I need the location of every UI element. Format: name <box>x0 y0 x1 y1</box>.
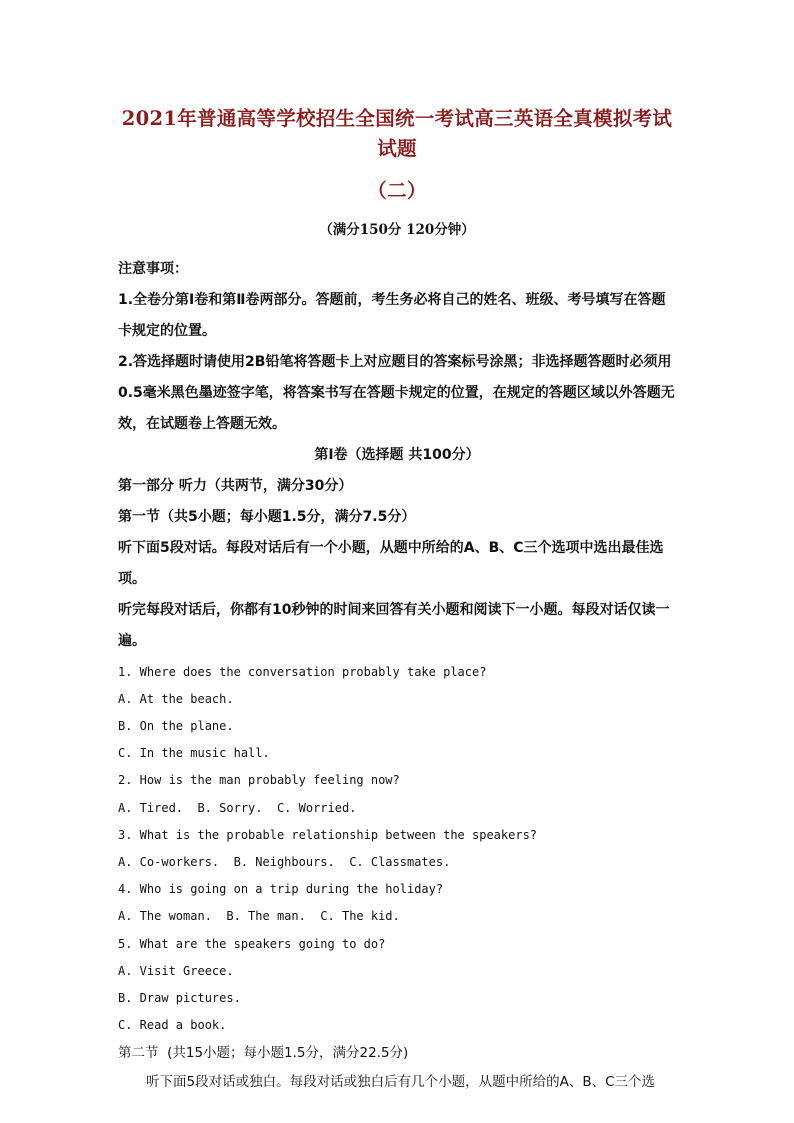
question-5-option-b: B. Draw pictures. <box>118 990 241 1005</box>
question-3-options: A. Co-workers. B. Neighbours. C. Classmates. <box>118 854 451 869</box>
section-2-instruction: 听下面5段对话或独白。每段对话或独白后有几个小题，从题中所给的A、B、C三个选 <box>146 1074 656 1091</box>
notes-heading: 注意事项： <box>118 260 188 277</box>
question-5-option-a: A. Visit Greece. <box>118 963 234 978</box>
question-1-option-b: B. On the plane. <box>118 718 234 733</box>
question-5: 5. What are the speakers going to do? <box>118 936 386 951</box>
question-1-option-c: C. In the music hall. <box>118 746 270 761</box>
question-4: 4. Who is going on a trip during the holiday? <box>118 882 444 897</box>
section-1-instruction-line-3: 遍。 <box>118 632 146 649</box>
note-1-line-1: 1.全卷分第Ⅰ卷和第Ⅱ卷两部分。答题前，考生务必将自己的姓名、班级、考号填写在答题 <box>118 291 666 308</box>
listening-part-title: 第一部分 听力（共两节，满分30分） <box>118 477 353 494</box>
section-2-title: 第二节 (共15小题；每小题1.5分，满分22.5分) <box>118 1045 409 1062</box>
section-1-instruction-line-2: 听完每段对话后，你都有10秒钟的时间来回答有关小题和阅读下一小题。每段对话仅读一 <box>118 601 670 618</box>
note-2-line-3: 效，在试题卷上答题无效。 <box>118 415 286 432</box>
note-2-line-1: 2.答选择题时请使用2B铅笔将答题卡上对应题目的答案标号涂黑；非选择题答题时必须用 <box>118 353 672 370</box>
question-4-options: A. The woman. B. The man. C. The kid. <box>118 909 400 924</box>
question-3: 3. What is the probable relationship between the speakers? <box>118 827 538 842</box>
note-1-line-2: 卡规定的位置。 <box>118 322 216 339</box>
section-1-instruction-line-1: 听下面5段对话。每段对话后有一个小题，从题中所给的A、B、C三个选项中选出最佳选项。 <box>118 539 664 587</box>
question-2-options: A. Tired. B. Sorry. C. Worried. <box>118 800 357 815</box>
note-2-line-2: 0.5毫米黑色墨迹签字笔，将答案书写在答题卡规定的位置，在规定的答题区域以外答题无 <box>118 384 675 401</box>
part-1-title: 第Ⅰ卷（选择题 共100分） <box>314 446 480 463</box>
exam-title: 2021年普通高等学校招生全国统一考试高三英语全真模拟考试试题 <box>121 107 673 160</box>
exam-title-number: （二） <box>367 179 427 202</box>
question-1: 1. Where does the conversation probably take place? <box>118 664 487 679</box>
question-5-option-c: C. Read a book. <box>118 1018 227 1033</box>
question-2: 2. How is the man probably feeling now? <box>118 773 400 788</box>
exam-score-time: （满分150分 120分钟） <box>319 222 475 238</box>
question-1-option-a: A. At the beach. <box>118 691 234 706</box>
section-1-title: 第一节（共5小题；每小题1.5分，满分7.5分） <box>118 508 416 525</box>
